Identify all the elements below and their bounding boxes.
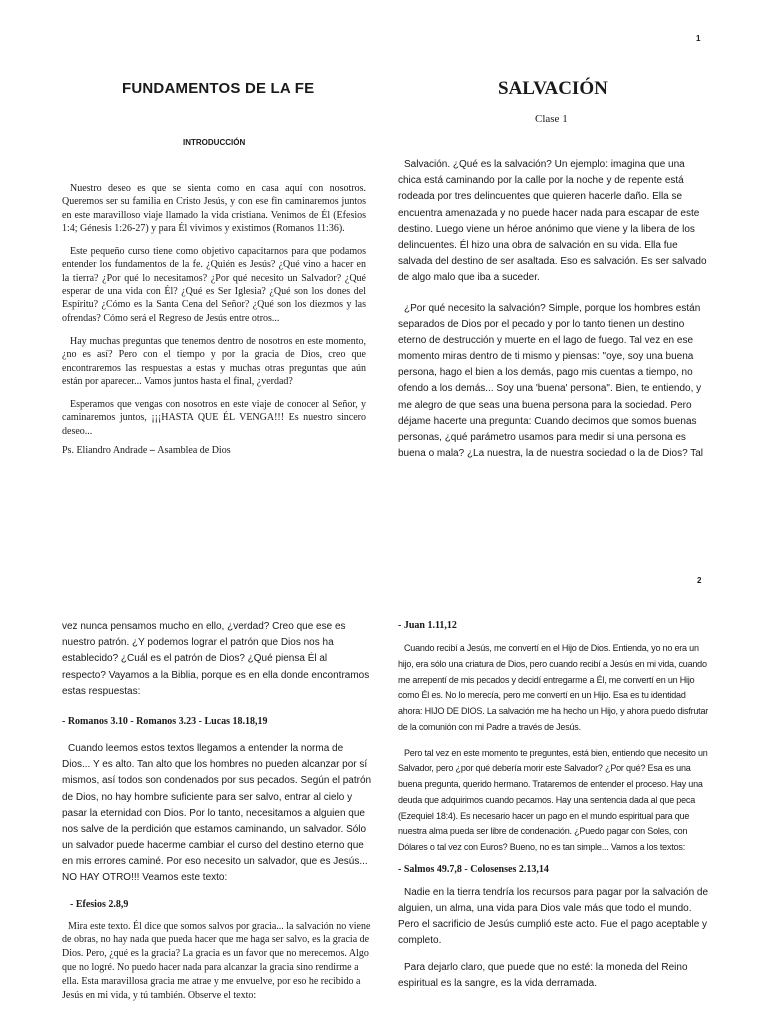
scripture-reference: - Salmos 49.7,8 - Colosenses 2.13,14 xyxy=(398,863,549,875)
document-title: FUNDAMENTOS DE LA FE xyxy=(122,80,315,97)
body-paragraph: vez nunca pensamos mucho en ello, ¿verdad? Creo que ese es nuestro patrón. ¿Y podemos lograr el patrón que Dios nos ha establecido? ¿Cuál es el patrón de Dios? ¿Qué piensa Él al respecto? Vayamos a la Biblia, porque es en ella donde encontramos estas respuestas: xyxy=(62,621,370,697)
intro-heading: INTRODUCCIÓN xyxy=(183,138,246,147)
lesson-title: SALVACIÓN xyxy=(498,78,608,99)
signature xyxy=(62,445,231,456)
body-paragraph: Pero tal vez en este momento te preguntes, está bien, entiendo que necesito un Salvador, pero ¿por qué debería morir este Salvador? ¿Por qué? Esa es una buena pregunta, querido hermano. Trataremos de entender el proceso. Hay una deuda que adquirimos cuando pecamos. Hay una sentencia dada al que peca (Ezequiel 18:4). Es necesario hacer un pago en el mundo espiritual para que nuestra alma pueda ser libre de condenación. ¿Puedo pagar con Soles, con Dólares o tal vez con Euros? Bueno, no es tan simple... Vamos a los textos: xyxy=(398,747,708,852)
scripture-reference: - Romanos 3.10 - Romanos 3.23 - Lucas 18.18,19 xyxy=(62,715,268,727)
intro-body xyxy=(62,182,366,448)
intro-paragraph: Hay muchas preguntas que tenemos dentro de nosotros en este momento, ¿no es así? Pero con el tiempo y por la gracia de Dios, creo que encontraremos las respuestas a estas y muchas otras preguntas que aún están por aparecer... Vamos juntos hasta el final, ¿verdad? xyxy=(62,335,366,387)
body-paragraph: Nadie en la tierra tendría los recursos para pagar por la salvación de alguien, un alma, una vida para Dios vale más que todo el mundo. Pero el sacrificio de Jesús cumplió este acto. Fue el pago aceptable y completo. xyxy=(398,886,709,947)
signature-name: Ps. Eliandro Andrade xyxy=(62,445,148,456)
page2-left-column xyxy=(62,619,372,1002)
page2-right-column xyxy=(398,620,710,1002)
intro-paragraph: Esperamos que vengas con nosotros en este viaje de conocer al Señor, y caminaremos juntos, ¡¡¡HASTA QUE ÉL VENGA!!! Es nuestro sincero deseo... xyxy=(62,399,366,437)
lesson-paragraph: ¿Por qué necesito la salvación? Simple, porque los hombres están separados de Dios por el pecado y por lo tanto tienen un destino eterno de destrucción y muerte en el lago de fuego. Tal vez en ese momento miras dentro de ti mismo y piensas: "oye, soy una buena persona, hago el bien a los demás, pago mis cuentas a tiempo, no ofendo a los demás... Soy una 'buena' persona". Bien, te entiendo, y me alegro de que seas una buena persona para la sociedad. Pero déjame hacerte una pregunta: Cuando decimos que somos buenas personas, ¿qué parámetro usamos para medir si una persona es buena o mala? ¿La nuestra, la de nuestra sociedad o la de Dios? Tal xyxy=(398,302,704,460)
body-paragraph: Mira este texto. Él dice que somos salvos por gracia... la salvación no viene de obras, no hay nada que pueda hacer que me haga ser salvo, es la gracia de Dios. Pero, ¿qué es la gracia? La gracia es un favor que no merecemos. Algo que no logré. No puedo hacer nada para alcanzar la gracia sino rendirme a ella. Esta maravillosa gracia me atrae y me envuelve, por eso he recibido a Jesús en mi vida, y tú también. Observe el texto: xyxy=(62,920,371,1001)
page-number-2: 2 xyxy=(697,576,702,585)
lesson-paragraph: Salvación. ¿Qué es la salvación? Un ejemplo: imagina que una chica está caminando por la calle por la noche y de repente está rodeada por tres delincuentes que quieren hacerle daño. Ella se encuentra amenazada y no puede hacer nada para escapar de este destino. Luego viene un héroe anónimo que viene y la libera de los delincuentes. Él hizo una obra de salvación en su vida. Ella fue salvada del destino de ser asaltada. Eso es salvación. Es ser salvado de algo malo que iba a suceder. xyxy=(398,159,707,284)
body-paragraph: Cuando recibí a Jesús, me convertí en el Hijo de Dios. Entienda, yo no era un hijo, era sólo una criatura de Dios, pero cuando recibí a Jesús en mi vida, cuando me arrepentí de mis pecados y decidí entregarme a Él, me convertí en un Hijo como Él es. No lo merecía, pero me convertí en un Hijo. Esa es tu identidad ahora: HIJO DE DIOS. La salvación me ha hecho un Hijo, y ahora puedo disfrutar de la comunión con mi Padre a través de Jesús. xyxy=(398,643,709,732)
lesson-subtitle: Clase 1 xyxy=(535,113,568,125)
page-number-1: 1 xyxy=(696,34,701,43)
body-paragraph: Para dejarlo claro, que puede que no esté: la moneda del Reino espiritual es la sangre, es la vida derramada. xyxy=(398,961,688,989)
signature-org: Asamblea de Dios xyxy=(157,445,231,456)
signature-separator: – xyxy=(147,445,158,456)
lesson-body xyxy=(398,157,708,472)
scripture-reference: - Juan 1.11,12 xyxy=(398,620,457,631)
body-paragraph: Cuando leemos estos textos llegamos a entender la norma de Dios... Y es alto. Tan alto que los hombres no pueden alcanzar por sí mismos, así todos son condenados por sus pecados. Según el patrón de Dios, no hay hombre suficiente para ser salvo, entrar al cielo y pasar la eternidad con Dios. Por lo tanto, necesitamos a alguien que nos salve de la perdición que estamos caminando, un salvador. Sólo un salvador puede hacerme cambiar el curso del destino eterno que en mis errores caminé. Por eso necesito un salvador, que es Jesús... NO HAY OTRO!!! Veamos este texto: xyxy=(62,742,372,884)
intro-paragraph: Nuestro deseo es que se sienta como en casa aquí con nosotros. Queremos ser su familia en Cristo Jesús, y con ese fin caminaremos juntos en este maravilloso viaje llamado la vida cristiana. Venimos de Él (Efesios 1:4; Génesis 1:26-27) y para Él vivimos y existimos (Romanos 11:36). xyxy=(62,183,366,234)
scripture-reference: - Efesios 2.8,9 xyxy=(70,898,129,910)
intro-paragraph: Este pequeño curso tiene como objetivo capacitarnos para que podamos entender los fundamentos de la fe. ¿Quién es Jesús? ¿Qué vino a hacer en la tierra? ¿Por qué lo necesitamos? ¿Por qué necesito un Salvador? ¿Qué esperar de una vida con Él? ¿Qué es Ser Iglesia? ¿Qué son los dones del Espíritu? ¿Cómo es la Santa Cena del Señor? ¿Qué son los diezmos y las ofrendas? Cómo será el Regreso de Jesús entre otros... xyxy=(62,246,366,324)
